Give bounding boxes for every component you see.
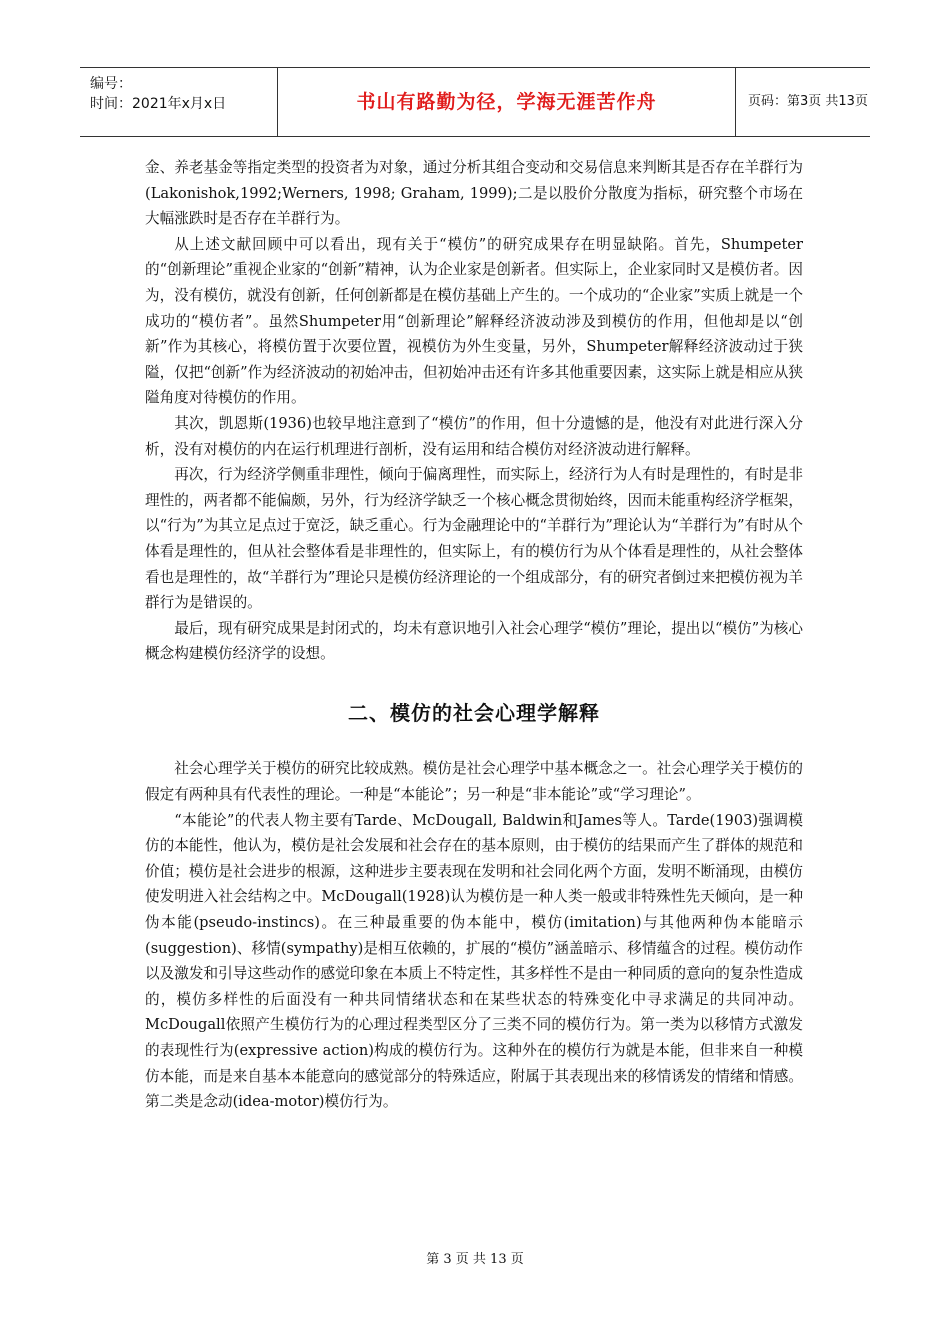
page-footer: 第 3 页 共 13 页 xyxy=(426,1252,524,1267)
document-body xyxy=(145,155,803,1115)
body-paragraph-3: 其次，凯恩斯(1936)也较早地注意到了“模仿”的作用，但十分遗憾的是，他没有对此进行深入分析，没有对模仿的内在运行机理进行剖析，没有运用和结合模仿对经济波动进行解释。 xyxy=(145,414,803,458)
body-paragraph-1: 金、养老基金等指定类型的投资者为对象，通过分析其组合变动和交易信息来判断其是否存在羊群行为(Lakonishok,1992;Werners, 1998; Graham, 1999);二是以股价分散度为指标，研究整个市场在大幅涨跌时是否存在羊群行为。 xyxy=(145,159,803,228)
body-paragraph-5: 最后，现有研究成果是封闭式的，均未有意识地引入社会心理学“模仿”理论，提出以“模仿”为核心概念构建模仿经济学的设想。 xyxy=(145,619,803,663)
header-motto: 书山有路勤为径，学海无涯苦作舟 xyxy=(278,68,736,136)
page-header xyxy=(80,67,870,137)
header-page-info: 页码：第3页 共13页 xyxy=(748,94,868,109)
header-time-label: 时间：2021年x月x日 xyxy=(90,96,227,112)
body-paragraph-4: 再次，行为经济学侧重非理性，倾向于偏离理性，而实际上，经济行为人有时是理性的，有时是非理性的，两者都不能偏颇，另外，行为经济学缺乏一个核心概念贯彻始终，因而未能重构经济学框架，以“行为”为其立足点过于宽泛，缺乏重心。行为金融理论中的“羊群行为”理论认为“羊群行为”有时从个体看是理性的，但从社会整体看是非理性的，但实际上，有的模仿行为从个体看是理性的，从社会整体看也是理性的，故“羊群行为”理论只是模仿经济理论的一个组成部分，有的研究者倒过来把模仿视为羊群行为是错误的。 xyxy=(145,466,803,612)
body-paragraph-2: 从上述文献回顾中可以看出，现有关于“模仿”的研究成果存在明显缺陷。首先，Shumpeter的“创新理论”重视企业家的“创新”精神，认为企业家是创新者。但实际上，企业家同时又是模仿者。因为，没有模仿，就没有创新，任何创新都是在模仿基础上产生的。一个成功的“企业家”实质上就是一个成功的“模仿者”。虽然Shumpeter用“创新理论”解释经济波动涉及到模仿的作用，但他却是以“创新”作为其核心，将模仿置于次要位置，视模仿为外生变量，另外，Shumpeter解释经济波动过于狭隘，仅把“创新”作为经济波动的初始冲击，但初始冲击还有许多其他重要因素，这实际上就是相应从狭隘角度对待模仿的作用。 xyxy=(145,235,803,407)
body-paragraph-6: 社会心理学关于模仿的研究比较成熟。模仿是社会心理学中基本概念之一。社会心理学关于模仿的假定有两种具有代表性的理论。一种是“本能论”；另一种是“非本能论”或“学习理论”。 xyxy=(145,760,803,804)
header-meta xyxy=(80,68,278,136)
body-paragraph-7: “本能论”的代表人物主要有Tarde、McDougall, Baldwin和James等人。Tarde(1903)强调模仿的本能性，他认为，模仿是社会发展和社会存在的基本原则，由于模仿的结果而产生了群体的规范和价值；模仿是社会进步的根源，这种进步主要表现在发明和社会同化两个方面，发明不断涌现，由模仿使发明进入社会结构之中。McDougall(1928)认为模仿是一种人类一般或非特殊性先天倾向，是一种伪本能(pseudo-instincs)。在三种最重要的伪本能中，模仿(imitation)与其他两种伪本能暗示(suggestion)、移情(sympathy)是相互依赖的，扩展的“模仿”涵盖暗示、移情蕴含的过程。模仿动作以及激发和引导这些动作的感觉印象在本质上不特定性，其多样性不是由一种同质的意向的复杂性造成的，模仿多样性的后面没有一种共同情绪状态和在某些状态的特殊变化中寻求满足的共同冲动。McDougall依照产生模仿行为的心理过程类型区分了三类不同的模仿行为。第一类为以移情方式激发的表现性行为(expressive action)构成的模仿行为。这种外在的模仿行为就是本能，但非来自一种模仿本能，而是来自基本本能意向的感觉部分的特殊适应，附属于其表现出来的移情诱发的情绪和情感。第二类是念动(idea-motor)模仿行为。 xyxy=(145,811,803,1111)
section-title: 二、模仿的社会心理学解释 xyxy=(348,700,600,725)
header-code-label: 编号： xyxy=(90,76,132,92)
